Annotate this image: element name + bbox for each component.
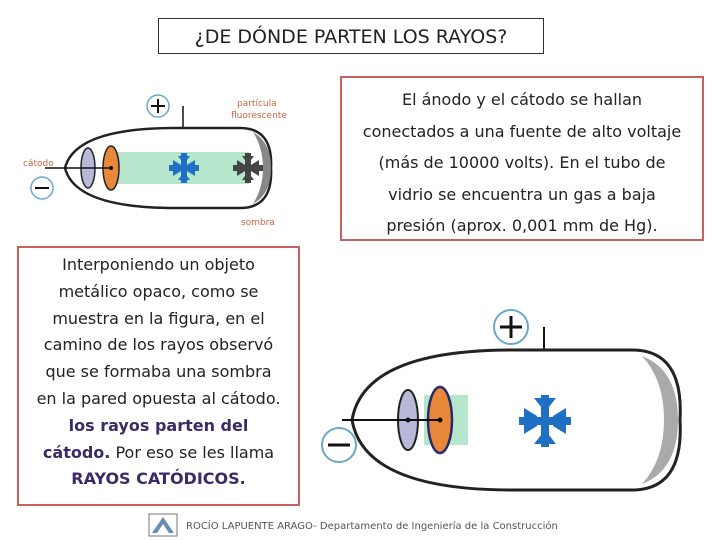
label-fluorescent-2: fluorescente	[231, 111, 287, 121]
story-highlight: cátodo.	[42, 442, 111, 462]
story-line	[19, 466, 298, 493]
explanation-line: El ánodo y el cátodo se hallan	[401, 90, 643, 109]
label-fluorescent-1: partícula	[237, 99, 277, 109]
footer	[148, 513, 568, 537]
story-line: en la pared opuesta al cátodo.	[36, 388, 281, 408]
story-text: Por eso se les llama	[110, 442, 275, 462]
story-line: Interponiendo un objeto	[62, 255, 255, 274]
explanation-box	[340, 76, 704, 241]
story-line: camino de los rayos observó	[43, 335, 274, 355]
story-line: metálico opaco, como se	[58, 281, 259, 301]
page-title: ¿DE DÓNDE PARTEN LOS RAYOS?	[158, 18, 544, 54]
label-cathode: cátodo	[23, 159, 54, 169]
story-line	[19, 413, 298, 440]
explanation-line: (más de 10000 volts). En el tubo de	[378, 153, 666, 172]
story-line: que se formaba una sombra	[45, 362, 272, 382]
story-highlight: RAYOS CATÓDICOS.	[71, 469, 246, 489]
story-line: muestra en la figura, en el	[52, 308, 265, 328]
footer-credit: ROCÍO LAPUENTE ARAGO- Departamento de Ingeniería de la Construcción	[186, 521, 558, 532]
story-highlight: los rayos parten del	[68, 415, 249, 435]
explanation-line: vidrio se encuentra un gas a baja	[388, 184, 656, 204]
small-diagram	[15, 88, 325, 238]
story-box	[17, 246, 300, 506]
explanation-line: presión (aprox. 0,001 mm de Hg).	[386, 216, 658, 235]
large-diagram	[312, 300, 702, 510]
label-shadow: sombra	[241, 218, 275, 228]
explanation-line: conectados a una fuente de alto voltaje	[362, 121, 682, 141]
university-logo-icon	[148, 513, 178, 537]
story-line	[19, 440, 298, 467]
